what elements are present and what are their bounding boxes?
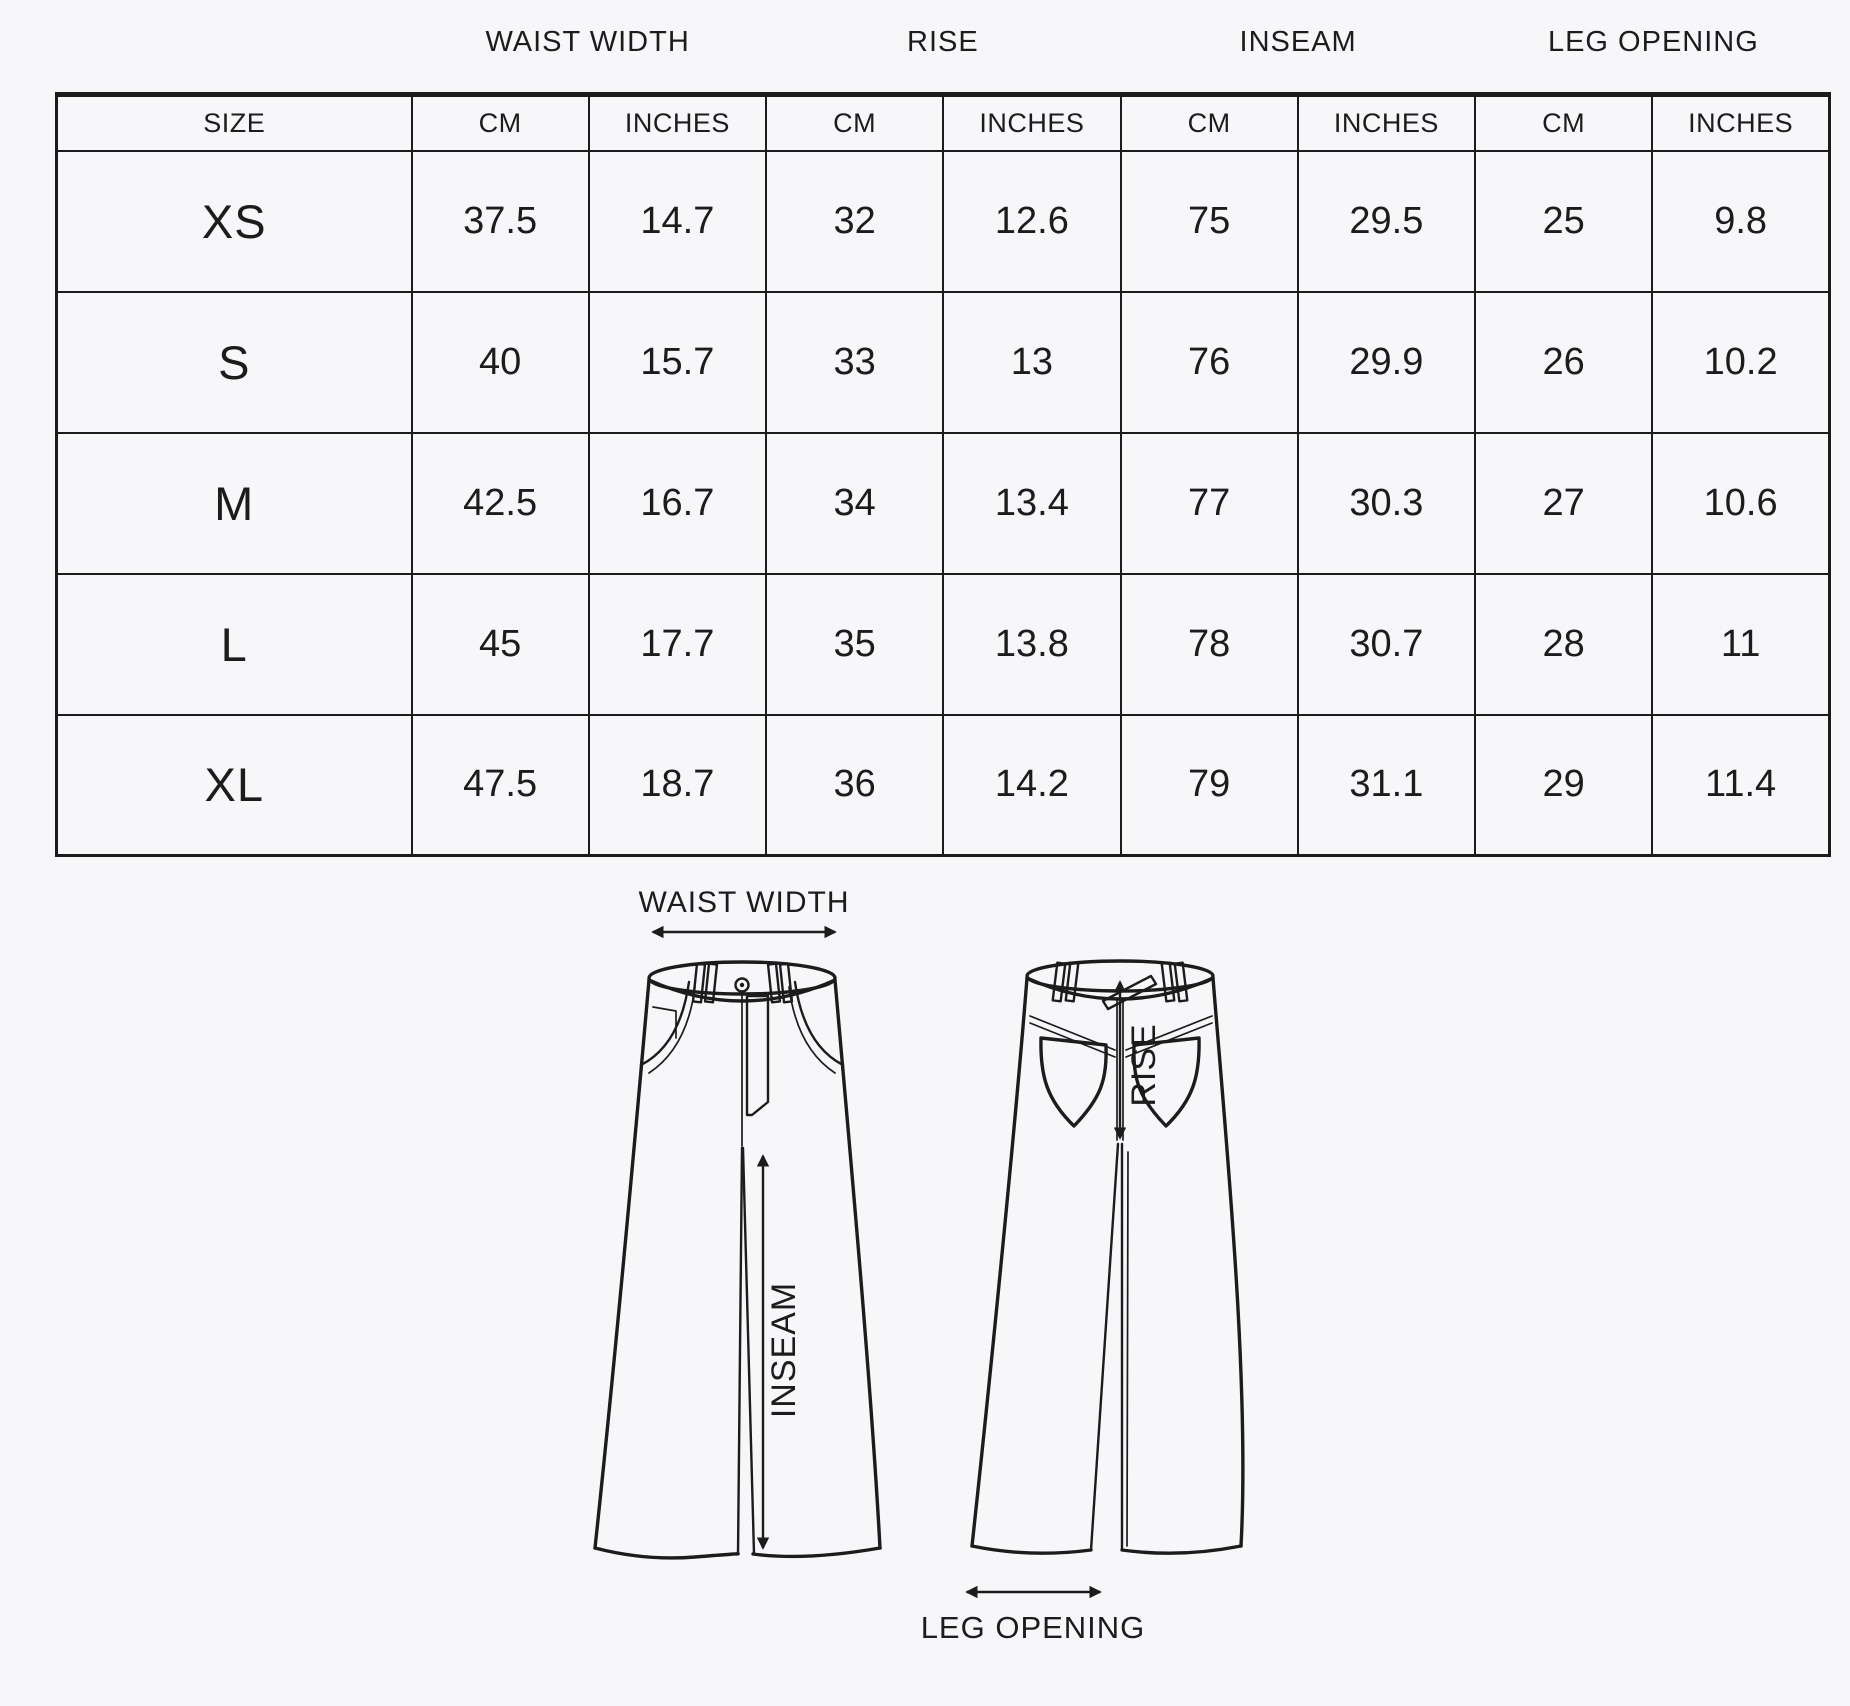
pants-back-drawing: [921, 961, 1243, 1645]
column-header-inches: INCHES: [589, 95, 766, 151]
column-header-size: SIZE: [57, 95, 412, 151]
pants-front-drawing: [595, 886, 880, 1558]
column-header-cm: CM: [412, 95, 589, 151]
measurement-group-headers: [55, 26, 1831, 59]
table-cell: 37.5: [412, 151, 589, 292]
table-cell: 75: [1121, 151, 1298, 292]
size-cell: XL: [57, 715, 412, 856]
table-cell: 29: [1475, 715, 1652, 856]
group-header-inseam: INSEAM: [1239, 26, 1357, 58]
column-header-cm: CM: [766, 95, 943, 151]
table-cell: 15.7: [589, 292, 766, 433]
pants-measurement-diagram: [455, 880, 1275, 1690]
table-cell: 47.5: [412, 715, 589, 856]
waist-width-label: WAIST WIDTH: [638, 886, 850, 919]
size-chart-table: [55, 92, 1831, 857]
table-cell: 13: [943, 292, 1120, 433]
table-cell: 17.7: [589, 574, 766, 715]
table-cell: 29.5: [1298, 151, 1475, 292]
table-cell: 40: [412, 292, 589, 433]
table-cell: 28: [1475, 574, 1652, 715]
table-cell: 12.6: [943, 151, 1120, 292]
table-cell: 14.2: [943, 715, 1120, 856]
table-cell: 18.7: [589, 715, 766, 856]
table-cell: 36: [766, 715, 943, 856]
table-row-xs: [57, 151, 1830, 292]
table-cell: 29.9: [1298, 292, 1475, 433]
table-cell: 10.2: [1652, 292, 1829, 433]
table-cell: 34: [766, 433, 943, 574]
table-cell: 33: [766, 292, 943, 433]
group-header-rise: RISE: [907, 26, 979, 58]
column-header-cm: CM: [1121, 95, 1298, 151]
rise-label: RISE: [1125, 1023, 1163, 1107]
leg-opening-label: LEG OPENING: [920, 1610, 1146, 1645]
inseam-label: INSEAM: [765, 1281, 803, 1419]
table-cell: 45: [412, 574, 589, 715]
column-header-inches: INCHES: [1652, 95, 1829, 151]
table-row-m: [57, 433, 1830, 574]
column-header-inches: INCHES: [1298, 95, 1475, 151]
table-cell: 31.1: [1298, 715, 1475, 856]
size-cell: XS: [57, 151, 412, 292]
size-cell: S: [57, 292, 412, 433]
table-cell: 79: [1121, 715, 1298, 856]
table-cell: 27: [1475, 433, 1652, 574]
column-header-inches: INCHES: [943, 95, 1120, 151]
table-cell: 9.8: [1652, 151, 1829, 292]
table-cell: 10.6: [1652, 433, 1829, 574]
table-cell: 26: [1475, 292, 1652, 433]
table-cell: 30.3: [1298, 433, 1475, 574]
table-cell: 42.5: [412, 433, 589, 574]
table-cell: 13.8: [943, 574, 1120, 715]
group-header-waist-width: WAIST WIDTH: [485, 26, 690, 58]
table-cell: 11: [1652, 574, 1829, 715]
table-cell: 25: [1475, 151, 1652, 292]
table-row-xl: [57, 715, 1830, 856]
table-cell: 13.4: [943, 433, 1120, 574]
table-cell: 14.7: [589, 151, 766, 292]
table-row-l: [57, 574, 1830, 715]
table-cell: 77: [1121, 433, 1298, 574]
group-header-leg-opening: LEG OPENING: [1547, 26, 1759, 58]
size-cell: L: [57, 574, 412, 715]
table-cell: 11.4: [1652, 715, 1829, 856]
column-header-cm: CM: [1475, 95, 1652, 151]
table-cell: 16.7: [589, 433, 766, 574]
table-header-row: [57, 95, 1830, 151]
table-cell: 30.7: [1298, 574, 1475, 715]
table-cell: 35: [766, 574, 943, 715]
table-cell: 76: [1121, 292, 1298, 433]
table-cell: 78: [1121, 574, 1298, 715]
table-cell: 32: [766, 151, 943, 292]
size-cell: M: [57, 433, 412, 574]
table-row-s: [57, 292, 1830, 433]
